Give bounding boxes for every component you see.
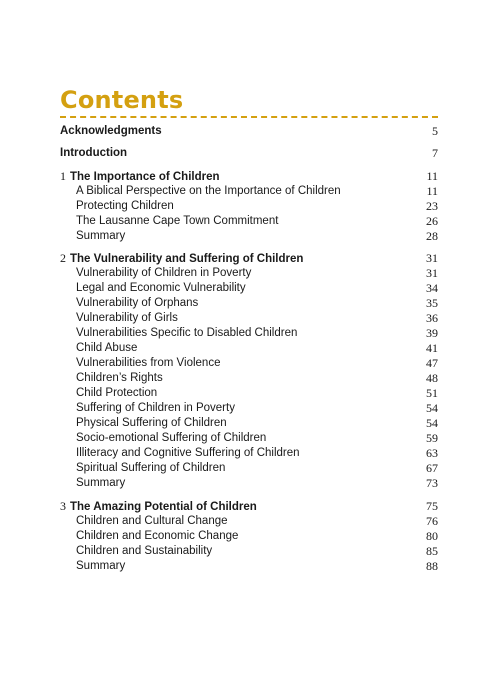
toc-section[interactable]: [60, 266, 438, 281]
page-title: Contents: [60, 86, 184, 114]
toc-section-label: Summary: [76, 560, 126, 572]
toc-section[interactable]: [60, 371, 438, 386]
toc-section-page: 35: [426, 296, 438, 310]
toc-section-label: Protecting Children: [76, 200, 174, 212]
toc-section[interactable]: [60, 446, 438, 461]
toc-section[interactable]: [60, 214, 438, 229]
toc-section-label: Summary: [76, 230, 126, 242]
title-rule: [60, 116, 438, 118]
toc-entry-page: 75: [426, 499, 438, 513]
toc-section-label: Children and Sustainability: [76, 545, 213, 557]
toc-section-label: Child Abuse: [76, 342, 138, 354]
toc-entry-page: 11: [426, 169, 438, 183]
toc-section-page: 48: [426, 371, 438, 385]
toc-entry-page: 5: [432, 124, 438, 138]
toc-section-page: 28: [426, 229, 438, 243]
toc-section[interactable]: [60, 514, 438, 529]
toc-section-label: Physical Suffering of Children: [76, 417, 227, 429]
toc-section-page: 63: [426, 446, 438, 460]
toc-section[interactable]: [60, 326, 438, 341]
toc-section-page: 59: [426, 431, 438, 445]
toc-entry-label: Acknowledgments: [60, 125, 162, 137]
table-of-contents: [60, 122, 438, 573]
toc-section-page: 39: [426, 326, 438, 340]
toc-section[interactable]: [60, 356, 438, 371]
toc-entry-introduction[interactable]: [60, 146, 438, 161]
toc-section-label: Child Protection: [76, 387, 158, 399]
toc-section-page: 36: [426, 311, 438, 325]
toc-entry-page: 31: [426, 251, 438, 265]
toc-section[interactable]: [60, 199, 438, 214]
chapter-number: 2: [60, 251, 66, 265]
toc-section-page: 54: [426, 416, 438, 430]
toc-section-label: Children and Economic Change: [76, 530, 239, 542]
toc-section-page: 11: [426, 184, 438, 198]
toc-section-label: Summary: [76, 477, 126, 489]
toc-section[interactable]: [60, 529, 438, 544]
toc-section-label: Illiteracy and Cognitive Suffering of Children: [76, 447, 300, 459]
toc-section-page: 26: [426, 214, 438, 228]
toc-section[interactable]: [60, 229, 438, 244]
toc-section-label: Vulnerability of Girls: [76, 312, 178, 324]
toc-section-label: Children and Cultural Change: [76, 515, 228, 527]
toc-section-label: The Lausanne Cape Town Commitment: [76, 215, 279, 227]
chapter-title: The Vulnerability and Suffering of Children: [70, 253, 304, 265]
toc-section-page: 34: [426, 281, 438, 295]
toc-section-label: Spiritual Suffering of Children: [76, 462, 226, 474]
toc-section-page: 23: [426, 199, 438, 213]
toc-section[interactable]: [60, 544, 438, 559]
toc-entry-acknowledgments[interactable]: [60, 124, 438, 139]
toc-section-page: 76: [426, 514, 438, 528]
toc-section-label: Socio-emotional Suffering of Children: [76, 432, 267, 444]
toc-section-label: A Biblical Perspective on the Importance of Children: [76, 185, 341, 197]
toc-entry-label: Introduction: [60, 147, 128, 159]
toc-section[interactable]: [60, 281, 438, 296]
toc-section-label: Legal and Economic Vulnerability: [76, 282, 246, 294]
toc-section[interactable]: [60, 341, 438, 356]
toc-chapter-2[interactable]: [60, 251, 438, 266]
chapter-title: The Importance of Children: [70, 171, 220, 183]
chapter-title: The Amazing Potential of Children: [70, 501, 257, 513]
toc-section-label: Suffering of Children in Poverty: [76, 402, 235, 414]
toc-section[interactable]: [60, 311, 438, 326]
toc-section[interactable]: [60, 296, 438, 311]
toc-section-label: Vulnerabilities Specific to Disabled Children: [76, 327, 298, 339]
toc-section-page: 88: [426, 559, 438, 573]
toc-section[interactable]: [60, 416, 438, 431]
toc-section-page: 47: [426, 356, 438, 370]
toc-section-page: 31: [426, 266, 438, 280]
toc-entry-page: 7: [432, 146, 438, 160]
toc-section-page: 54: [426, 401, 438, 415]
toc-section-label: Vulnerability of Children in Poverty: [76, 267, 252, 279]
toc-section-page: 80: [426, 529, 438, 543]
toc-section[interactable]: [60, 461, 438, 476]
toc-chapter-3[interactable]: [60, 499, 438, 514]
toc-section-page: 51: [426, 386, 438, 400]
toc-section[interactable]: [60, 431, 438, 446]
toc-section-page: 41: [426, 341, 438, 355]
chapter-number: 1: [60, 169, 66, 183]
toc-section[interactable]: [60, 476, 438, 491]
toc-section-label: Vulnerabilities from Violence: [76, 357, 221, 369]
toc-section[interactable]: [60, 401, 438, 416]
toc-section-page: 67: [426, 461, 438, 475]
toc-section-page: 85: [426, 544, 438, 558]
toc-section[interactable]: [60, 559, 438, 574]
toc-chapter-1[interactable]: [60, 169, 438, 184]
toc-section-label: Vulnerability of Orphans: [76, 297, 199, 309]
toc-section[interactable]: [60, 184, 438, 199]
toc-section-label: Children’s Rights: [76, 372, 163, 384]
chapter-number: 3: [60, 499, 66, 513]
toc-section-page: 73: [426, 476, 438, 490]
toc-section[interactable]: [60, 386, 438, 401]
